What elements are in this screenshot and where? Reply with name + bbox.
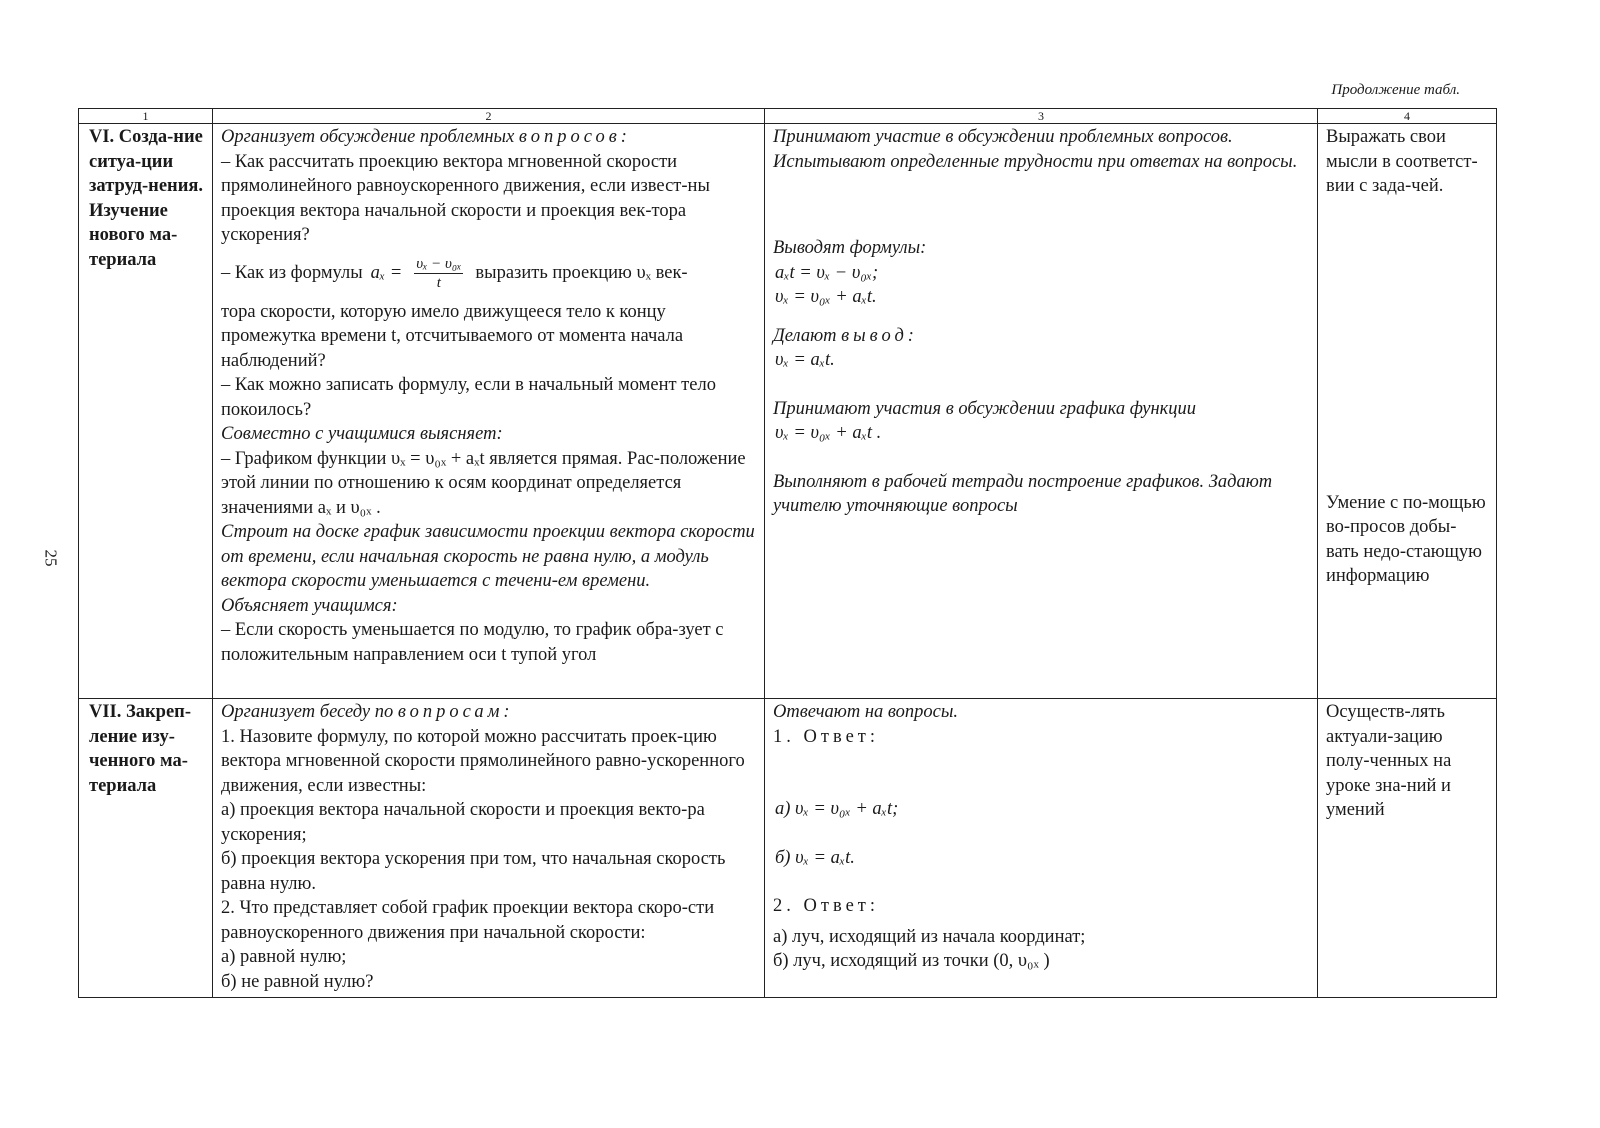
formula: υₓ = υ₀ₓ + aₓt . [775, 423, 882, 443]
skill-text: Умение с по-мощью во-просов добы-вать недо-стающую информацию [1326, 492, 1486, 586]
student-answers-label: Отвечают на вопросы. [773, 702, 959, 722]
intro-text: Организует обсуждение проблемных [221, 127, 519, 147]
formula: υₓ = υ₀ₓ + aₓt. [775, 287, 877, 307]
intro-text: Организует беседу по [221, 702, 398, 722]
question-2-rest: тора скорости, которую имело движущееся тело к концу промежутка времени t, отсчитываемого от момента начала наблюдений? [221, 301, 684, 371]
question-2-formula-line [221, 248, 756, 300]
conclusion-spaced: вывод: [841, 325, 918, 346]
question-1b: б) проекция вектора ускорения при том, что начальная скорость равна нулю. [221, 849, 726, 894]
question-2b: б) не равной нулю? [221, 971, 374, 992]
answer-1-label: 1. Ответ: [773, 726, 880, 747]
formula: aₓt = υₓ − υ₀ₓ; [775, 262, 879, 283]
column-number: 3 [765, 109, 1318, 124]
student-activity-cell [765, 699, 1318, 998]
answer-ray-b: б) луч, исходящий из точки (0, υ₀ₓ ) [773, 951, 1050, 971]
question-1a: а) проекция вектора начальной скорости и проекция векто-ра ускорения; [221, 800, 705, 845]
formula-lhs: aₓ = [370, 263, 403, 284]
table-continuation-label: Продолжение табл. [1331, 82, 1460, 98]
question-1: 1. Назовите формулу, по которой можно рассчитать проек-цию вектора мгновенной скорости прямолинейного равно-ускоренного движения, если известны: [221, 726, 745, 796]
table-row [79, 699, 1497, 998]
graph-discussion: Принимают участия в обсуждении графика функции [773, 398, 1197, 419]
fraction-numerator: υₓ − υ₀ₓ [416, 256, 462, 272]
question-2-end: выразить проекцию υₓ век- [475, 263, 688, 284]
skills-cell [1318, 699, 1497, 998]
intro-spaced: вопросам: [397, 702, 514, 722]
question-1: – Как рассчитать проекцию вектора мгновенной скорости прямолинейного равноускоренного движения, если извест-ны проекция вектора начальной скорости и проекция век-тора ускорения? [221, 151, 710, 245]
answer-formula: а) υₓ = υ₀ₓ + aₓt; [775, 799, 899, 819]
board-activity: Строит на доске график зависимости проекции вектора скорости от времени, если начальная скорость не равна нулю, а модуль вектора скорости уменьшается с течени-ем времени. [221, 522, 755, 591]
column-number: 2 [213, 109, 765, 124]
answer-formula: б) υₓ = aₓt. [775, 847, 855, 868]
derive-label: Выводят формулы: [773, 238, 927, 258]
clarify-label: Совместно с учащимися выясняет: [221, 424, 503, 444]
intro-spaced: вопросов: [518, 127, 631, 147]
teacher-activity-cell [213, 124, 765, 699]
answer-ray-a: а) луч, исходящий из начала координат; [773, 926, 1086, 947]
conclusion-label: Делают [773, 325, 842, 346]
lesson-plan-table [78, 108, 1497, 998]
stage-cell: VII. Закреп-ление изу-ченного ма-териала [79, 699, 213, 998]
table-row [79, 124, 1497, 699]
student-participation: Принимают участие в обсуждении проблемных вопросов. Испытывают определенные трудности при ответах на вопросы. [773, 127, 1298, 172]
skills-cell [1318, 124, 1497, 699]
question-2a: а) равной нулю; [221, 947, 347, 967]
fraction-denominator: t [436, 275, 441, 291]
skill-text: Выражать свои мысли в соответст-вии с зада-чей. [1326, 127, 1478, 196]
explains-label: Объясняет учащимся: [221, 595, 398, 616]
graph-explanation: – Графиком функции υₓ = υ₀ₓ + aₓt является прямая. Рас-положение этой линии по отношению к осям координат определяется значениями aₓ и υ₀ₓ . [221, 448, 746, 518]
teacher-activity-cell [213, 699, 765, 998]
column-number-row [79, 109, 1497, 124]
answer-2-label: 2. Ответ: [773, 896, 880, 916]
question-2-start: – Как из формулы [221, 263, 363, 284]
question-3: – Как можно записать формулу, если в начальный момент тело покоилось? [221, 375, 716, 420]
column-number: 1 [79, 109, 213, 124]
question-2: 2. Что представляет собой график проекции вектора скоро-сти равноускоренного движения при начальной скорости: [221, 898, 715, 943]
student-activity-cell [765, 124, 1318, 699]
page-number: 25 [41, 549, 61, 567]
formula: υₓ = aₓt. [775, 350, 835, 370]
column-number: 4 [1318, 109, 1497, 124]
explain-text: – Если скорость уменьшается по модулю, то график обра-зует с положительным направлением оси t тупой угол [221, 620, 724, 665]
workbook-activity: Выполняют в рабочей тетради построение графиков. Задают учителю уточняющие вопросы [773, 471, 1273, 516]
formula-fraction [414, 255, 463, 292]
stage-cell: VI. Созда-ние ситуа-ции затруд-нения. Изучение нового ма-териала [79, 124, 213, 699]
skill-text: Осуществ-лять актуали-зацию полу-ченных на уроке зна-ний и умений [1326, 702, 1452, 820]
